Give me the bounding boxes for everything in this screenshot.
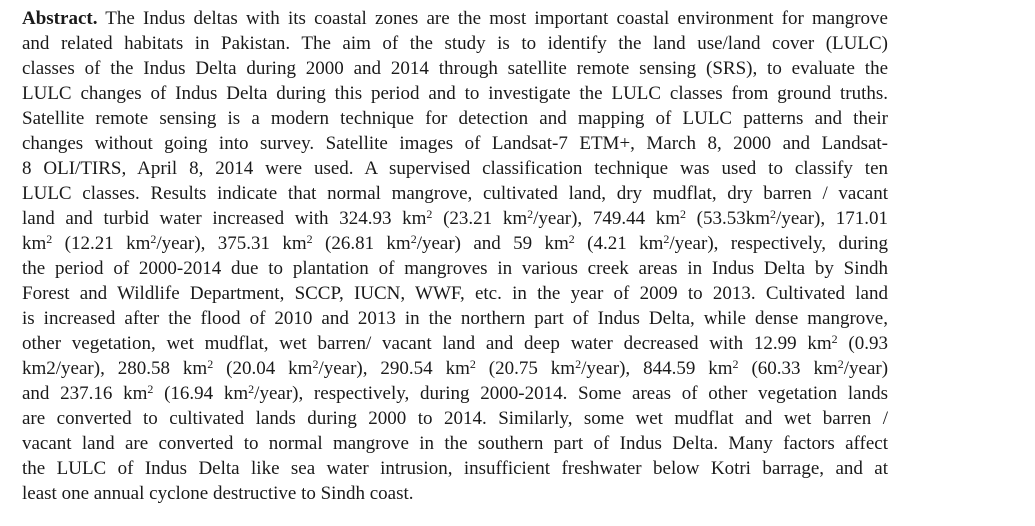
abstract-line [22, 56, 888, 81]
abstract-line [22, 181, 888, 206]
abstract-text: the LULC of Indus Delta like sea water intrusion, insufficient freshwater below Kotri barrage, and at [22, 458, 888, 479]
abstract-text: /year) and 59 km [416, 233, 569, 254]
abstract-text: km [22, 233, 47, 254]
abstract-text: /year), respectively, during [669, 233, 889, 254]
superscript: 2 [568, 232, 575, 246]
abstract-text: (26.81 km [312, 233, 411, 254]
abstract-line [22, 431, 888, 456]
abstract-line [22, 31, 888, 56]
abstract-text: LULC changes of Indus Delta during this period and to investigate the LULC classes from ground truths. [22, 83, 888, 104]
abstract-text: Satellite remote sensing is a modern technique for detection and mapping of LULC patterns and their [22, 108, 888, 129]
superscript: 2 [426, 207, 433, 221]
abstract-text: (12.21 km [52, 233, 151, 254]
abstract-text: least one annual cyclone destructive to Sindh coast. [22, 483, 414, 504]
abstract-line [22, 81, 888, 106]
abstract-text: /year), 844.59 km [581, 358, 733, 379]
superscript: 2 [410, 232, 417, 246]
abstract-text: the period of 2000-2014 due to plantation of mangroves in various creek areas in Indus Delta by Sindh [22, 258, 888, 279]
abstract-line [22, 306, 888, 331]
superscript: 2 [248, 382, 255, 396]
abstract-text: (60.33 km [738, 358, 838, 379]
abstract-line [22, 131, 888, 156]
abstract-line [22, 231, 888, 256]
abstract-line [22, 381, 888, 406]
superscript: 2 [150, 232, 157, 246]
abstract-text: /year) [843, 358, 889, 379]
abstract-text: other vegetation, wet mudflat, wet barren/ vacant land and deep water decreased with 12.99 km [22, 333, 832, 354]
abstract-text: (20.75 km [475, 358, 576, 379]
abstract-text: The Indus deltas with its coastal zones are the most important coastal environment for mangrove [97, 8, 888, 29]
abstract-text: are converted to cultivated lands during 2000 to 2014. Similarly, some wet mudflat and wet barren / [22, 408, 888, 429]
superscript: 2 [831, 332, 838, 346]
abstract-text: /year), respectively, during 2000-2014. Some areas of other vegetation lands [254, 383, 888, 404]
abstract-line [22, 156, 888, 181]
abstract-text: and 237.16 km [22, 383, 148, 404]
abstract-text: (4.21 km [574, 233, 664, 254]
abstract-text: classes of the Indus Delta during 2000 and 2014 through satellite remote sensing (SRS), to evaluate the [22, 58, 888, 79]
abstract-text: /year), 375.31 km [156, 233, 307, 254]
abstract-line [22, 6, 888, 31]
abstract-line [22, 206, 888, 231]
abstract-line [22, 106, 888, 131]
superscript: 2 [312, 357, 319, 371]
abstract-text: and related habitats in Pakistan. The aim of the study is to identify the land use/land cover (LULC) [22, 33, 888, 54]
superscript: 2 [46, 232, 53, 246]
abstract-line [22, 331, 888, 356]
abstract-text: changes without going into survey. Satellite images of Landsat-7 ETM+, March 8, 2000 and Landsat- [22, 133, 888, 154]
superscript: 2 [527, 207, 534, 221]
superscript: 2 [663, 232, 670, 246]
abstract-label: Abstract. [22, 8, 98, 29]
abstract-line [22, 356, 888, 381]
abstract-text: LULC classes. Results indicate that normal mangrove, cultivated land, dry mudflat, dry barren / vacant [22, 183, 888, 204]
abstract-text: (0.93 [837, 333, 889, 354]
superscript: 2 [147, 382, 154, 396]
abstract-line [22, 456, 888, 481]
abstract-text: (23.21 km [432, 208, 528, 229]
superscript: 2 [837, 357, 844, 371]
abstract-text: vacant land are converted to normal mangrove in the southern part of Indus Delta. Many factors affect [22, 433, 888, 454]
superscript: 2 [207, 357, 214, 371]
abstract-text: (16.94 km [153, 383, 249, 404]
abstract-paragraph [22, 6, 888, 506]
abstract-text: (20.04 km [213, 358, 313, 379]
abstract-text: km2/year), 280.58 km [22, 358, 208, 379]
abstract-text: Forest and Wildlife Department, SCCP, IUCN, WWF, etc. in the year of 2009 to 2013. Cultivated land [22, 283, 888, 304]
abstract-text: /year), 290.54 km [318, 358, 470, 379]
abstract-line [22, 406, 888, 431]
abstract-line [22, 481, 888, 506]
abstract-text: /year), 749.44 km [533, 208, 681, 229]
abstract-line [22, 256, 888, 281]
abstract-text: 8 OLI/TIRS, April 8, 2014 were used. A supervised classification technique was used to classify ten [22, 158, 888, 179]
superscript: 2 [680, 207, 687, 221]
superscript: 2 [469, 357, 476, 371]
superscript: 2 [770, 207, 777, 221]
superscript: 2 [575, 357, 582, 371]
abstract-line [22, 281, 888, 306]
superscript: 2 [306, 232, 313, 246]
abstract-text: /year), 171.01 [776, 208, 889, 229]
superscript: 2 [732, 357, 739, 371]
abstract-text: (53.53km [686, 208, 771, 229]
abstract-text: land and turbid water increased with 324.93 km [22, 208, 427, 229]
abstract-text: is increased after the flood of 2010 and 2013 in the northern part of Indus Delta, while dense mangrove, [22, 308, 888, 329]
